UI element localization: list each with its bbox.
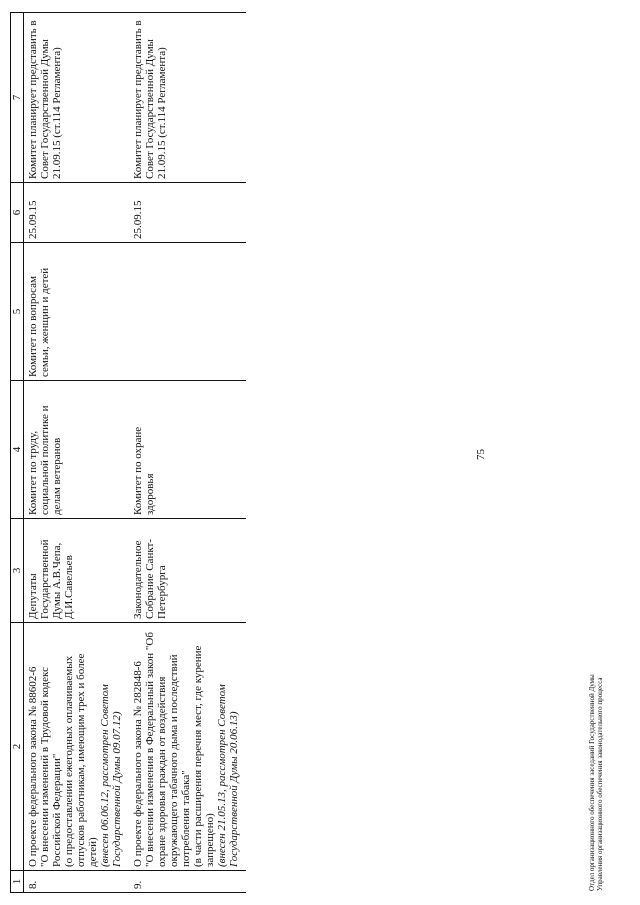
footer-line: Отдел организационного обеспечения заседаний Государственной Думы xyxy=(588,674,596,891)
column-header: 5 xyxy=(11,243,24,381)
bill-description xyxy=(24,623,130,871)
co-committee: Комитет по вопросам семьи, женщин и детей xyxy=(24,243,130,381)
bill-subject: (в части расширения перечня мест, где курение запрещено) xyxy=(192,645,216,867)
footer xyxy=(588,674,604,891)
column-header: 3 xyxy=(11,519,24,623)
table-row xyxy=(24,13,130,893)
bill-description xyxy=(129,623,246,871)
table-row xyxy=(129,13,246,893)
initiator: Законодательное Собрание Санкт-Петербурга xyxy=(129,519,246,623)
bill-title: О проекте федерального закона № 88602-6 xyxy=(27,666,39,867)
row-number: 9. xyxy=(129,871,246,893)
bill-name: "О внесении изменений в Трудовой кодекс Российской Федерации" xyxy=(39,667,63,867)
date: 25.09.15 xyxy=(129,183,246,243)
initiator: Депутаты Государственной Думы А.В.Чепа, Д.И.Савельев xyxy=(24,519,130,623)
bill-note: (внесен 06.06.12, рассмотрен Советом Государственной Думы 09.07.12) xyxy=(99,684,123,867)
page-number: 75 xyxy=(475,449,487,460)
column-header: 7 xyxy=(11,13,24,183)
bill-name: "О внесении изменения в Федеральный закон "Об охране здоровья граждан от воздействия окружающего табачного дыма и последствий потребления табака" xyxy=(144,632,192,867)
row-number: 8. xyxy=(24,871,130,893)
plan: Комитет планирует представить в Совет Государственной Думы 21.09.15 (ст.114 Регламента) xyxy=(129,13,246,183)
column-header: 4 xyxy=(11,381,24,519)
column-number-header xyxy=(11,13,24,893)
bill-subject: (о предоставлении ежегодных оплачиваемых отпусков работникам, имеющим трех и более детей) xyxy=(63,653,99,867)
bill-note: (внесен 21.05.13, рассмотрен Советом Государственной Думы 20.06.13) xyxy=(216,684,240,867)
co-committee xyxy=(129,243,246,381)
column-header: 1 xyxy=(11,871,24,893)
bills-table xyxy=(10,12,246,893)
plan: Комитет планирует представить в Совет Государственной Думы 21.09.15 (ст.114 Регламента) xyxy=(24,13,130,183)
date: 25.09.15 xyxy=(24,183,130,243)
bill-title: О проекте федерального закона № 282848-6 xyxy=(132,661,144,867)
column-header: 6 xyxy=(11,183,24,243)
footer-line: Управления организационного обеспечения законодательного процесса xyxy=(596,677,604,891)
responsible-committee: Комитет по труду, социальной политике и делам ветеранов xyxy=(24,381,130,519)
responsible-committee: Комитет по охране здоровья xyxy=(129,381,246,519)
column-header: 2 xyxy=(11,623,24,871)
